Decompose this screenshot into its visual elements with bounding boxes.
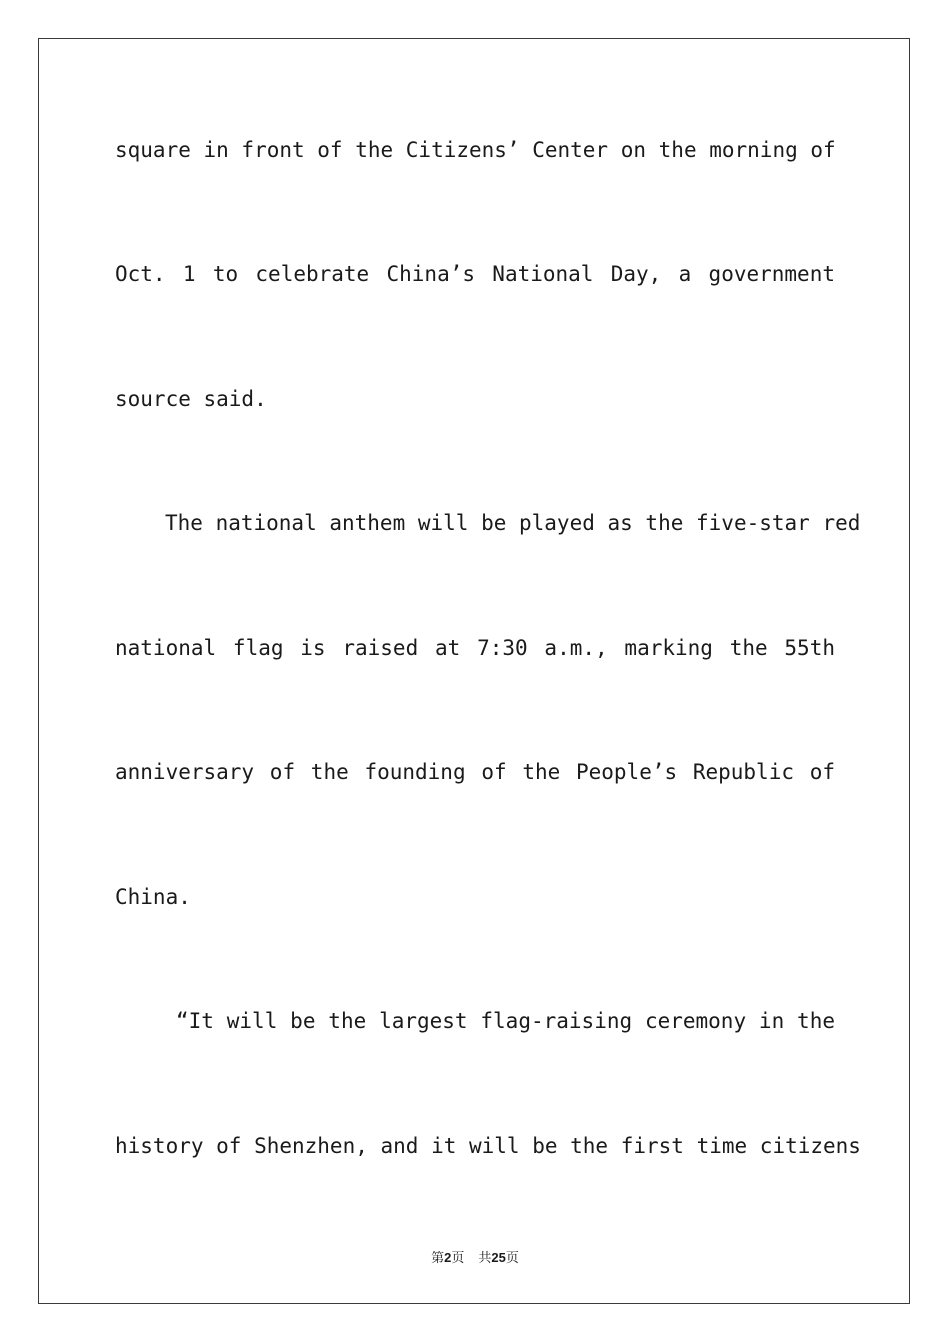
footer-page-suffix: 页	[451, 1251, 465, 1266]
body-line-1: square in front of the Citizens’ Center on the morning of	[115, 138, 836, 162]
footer-total-prefix: 共	[478, 1251, 492, 1266]
body-line-4: The national anthem will be played as the five-star red	[165, 511, 861, 535]
body-line-3: source said.	[115, 387, 267, 411]
body-line-9: history of Shenzhen, and it will be the first time citizens	[115, 1134, 861, 1158]
body-line-8: “It will be the largest flag-raising ceremony in the	[176, 1009, 835, 1033]
page-frame	[38, 38, 910, 1304]
body-line-6: anniversary of the founding of the People’s Republic of	[115, 760, 835, 784]
page-footer	[0, 1247, 950, 1266]
body-line-5: national flag is raised at 7:30 a.m., marking the 55th	[115, 636, 835, 660]
footer-page-number: 2	[444, 1250, 452, 1265]
footer-page-prefix: 第	[431, 1251, 445, 1266]
body-line-2: Oct. 1 to celebrate China’s National Day, a government	[115, 262, 835, 286]
body-line-7: China.	[115, 885, 191, 909]
footer-total-pages: 25	[491, 1250, 506, 1265]
footer-total-suffix: 页	[505, 1251, 519, 1266]
